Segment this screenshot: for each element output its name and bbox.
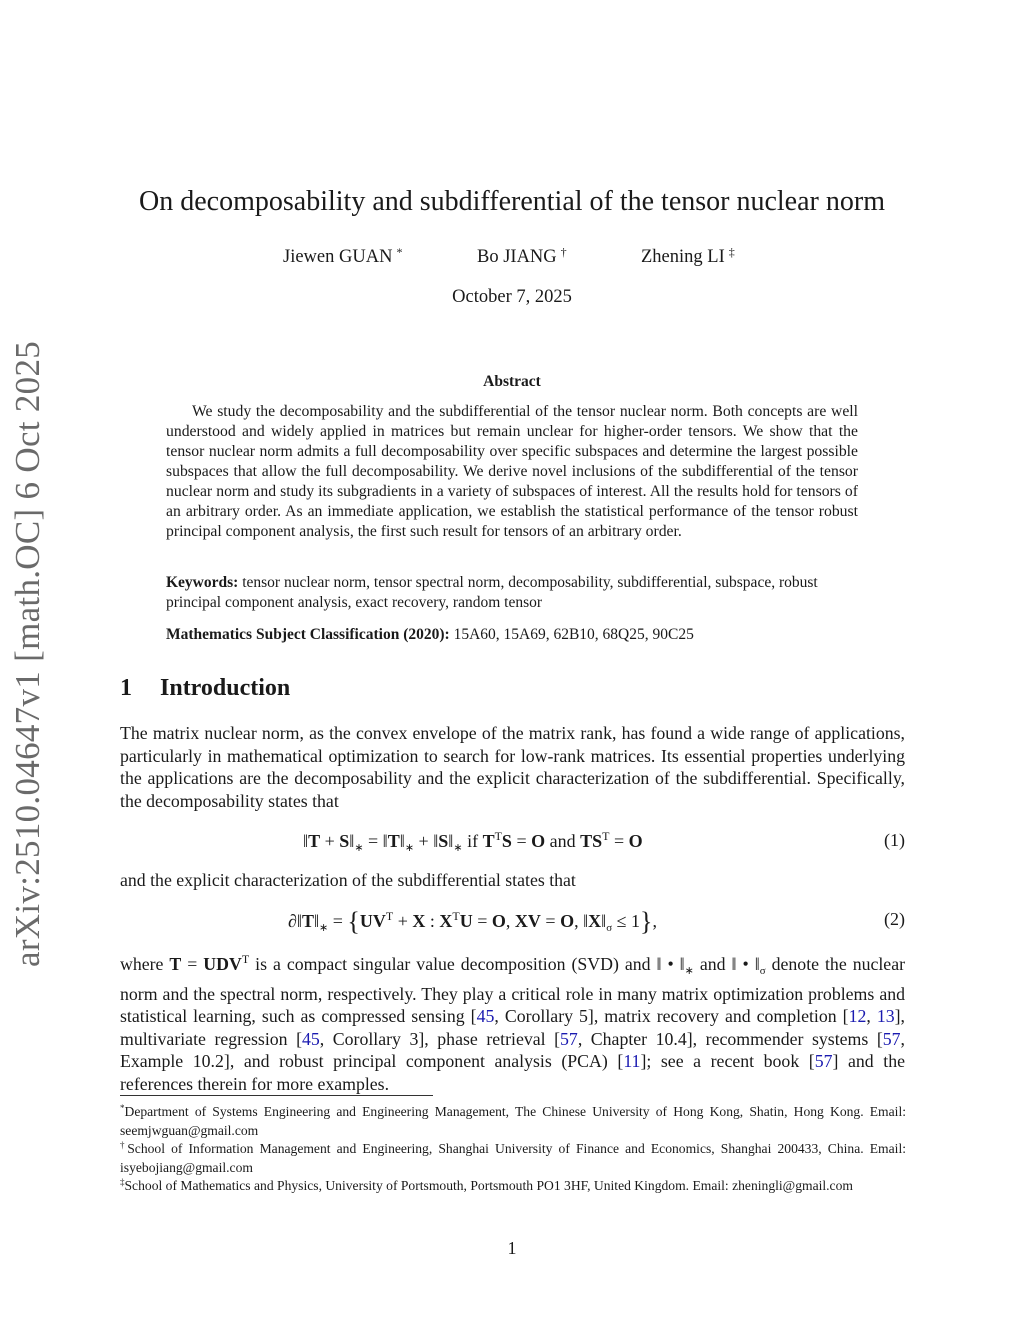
paper-date: October 7, 2025 [452,287,572,307]
abstract-text: We study the decomposability and the subdifferential of the tensor nuclear norm. Both concepts are well understood and widely applied in matrices but remain unclear for higher-order tensors. We show that the tensor nuclear norm admits a full decomposability over specific subspaces and determine the largest possible subspaces that allow the full decomposability. We derive novel inclusions of the subdifferential of the tensor nuclear norm and study its subgradients in a variety of subspaces of interest. All the results hold for tensors of an arbitrary order. As an immediate application, we establish the statistical performance of the tensor robust principal component analysis, the first such result for tensors of an arbitrary order. [166,403,858,540]
keywords [166,573,860,613]
p3-text: ] and the references therein for more examples. [120,1051,905,1094]
citation-link[interactable]: 57 [882,1028,901,1049]
equation-2-number: (2) [884,909,905,929]
arxiv-identifier: arXiv:2510.04647v1 [math.OC] 6 Oct 2025 [8,340,47,967]
citation-link[interactable]: 57 [814,1051,833,1072]
footnote-1 [120,1099,906,1140]
intro-paragraph-2: and the explicit characterization of the subdifferential states that [120,870,576,890]
author-mark: * [396,245,403,259]
keywords-label: Keywords: [166,574,239,591]
p3-text: and [699,954,726,974]
author-3 [641,245,735,268]
msc-classification [166,625,860,645]
equation-1: ‖T + $S‖_∗$ = $‖T‖_∗$ + $‖S‖_∗$ if $T^TS = O$ and $TS^T = O$ [303,829,643,854]
citation-link[interactable]: 45 [302,1028,320,1049]
author-name: Zhening LI [641,247,725,267]
citation-link[interactable]: 12 [848,1006,867,1027]
paper-title: On decomposability and subdifferential of the tensor nuclear norm [139,186,885,217]
abstract-heading: Abstract [483,373,541,390]
footnote-divider [120,1095,433,1096]
p3-text: ], multivariate regression [ [120,1006,905,1049]
footnote-2 [120,1136,906,1177]
footnote-text: Department of Systems Engineering and Engineering Management, The Chinese University of Hong Kong, Shatin, Hong Kong. Email: seemjwguan@gmail.com [120,1104,906,1138]
citation-link[interactable]: 45 [476,1006,495,1027]
intro-paragraph-3: where $T = UDV^T$ is a compact singular value decomposition (SVD) and ‖ • $‖_∗$ and ‖ • $‖_\sigma$ denote the nuclear norm and the spectral norm, respectively. They play a critical role in many matrix optimization problems and statistical learning, such as compressed sensing [45, Corollary 5], matrix recovery and completion [12, 13], multivariate regression [45, Corollary 3], phase retrieval [57, Chapter 10.4], recommender systems [57, Example 10.2], and robust principal component analysis (PCA) [11]; see a recent book [57] and the references therein for more examples. [120,952,906,1094]
footnote-mark: † [120,1140,128,1150]
footnote-mark: ‡ [120,1177,125,1187]
p3-text: , Example 10.2], and robust principal component analysis (PCA) [ [120,1028,905,1072]
p3-text: , Corollary 3], phase retrieval [ [319,1028,561,1049]
footnote-mark: * [120,1103,125,1113]
author-mark: † [560,245,567,259]
eq1-and: and [549,831,576,851]
author-mark: ‡ [728,245,735,259]
footnote-text: School of Information Management and Engineering, Shanghai University of Finance and Economics, Shanghai 200433, China. Email: isyebojiang@gmail.com [120,1141,906,1175]
msc-label: Mathematics Subject Classification (2020): [166,626,450,643]
p3-text: is a compact singular value decomposition (SVD) and [255,954,651,974]
p3-text: , Corollary 5], matrix recovery and completion [ [494,1006,849,1027]
p3-text: where [120,954,164,974]
section-number: 1 [120,675,132,701]
equation-2: $\partial‖T‖_∗ = \{UV^T + X$ : $X^TU = O$, XV = O, $‖X‖_\sigma \le 1$}, [288,907,658,936]
section-title: Introduction [160,675,291,701]
section-heading [120,675,290,702]
eq1-if: if [467,831,479,851]
p3-text: ]; see a recent book [ [640,1051,815,1072]
citation-link[interactable]: 57 [560,1028,578,1049]
author-2 [477,245,567,268]
p3-text: denote the nuclear norm and the spectral norm, respectively. They play a critical role in many matrix optimization problems and statistical learning, such as compressed sensing [ [120,954,906,1027]
keywords-text: tensor nuclear norm, tensor spectral norm, decomposability, subdifferential, subspace, robust principal component analysis, exact recovery, random tensor [166,574,818,611]
author-name: Bo JIANG [477,247,557,267]
footnote-text: School of Mathematics and Physics, University of Portsmouth, Portsmouth PO1 3HF, United Kingdom. Email: zheningli@gmail.com [124,1178,853,1193]
footnote-3 [120,1173,906,1196]
equation-1-number: (1) [884,830,905,850]
citation-link[interactable]: 11 [623,1051,641,1072]
msc-text: 15A60, 15A69, 62B10, 68Q25, 90C25 [453,626,694,643]
p3-text: , [866,1006,877,1027]
p3-text: , Chapter 10.4], recommender systems [ [577,1028,883,1049]
author-1 [283,245,402,268]
page-number: 1 [507,1238,517,1258]
intro-paragraph-1: The matrix nuclear norm, as the convex envelope of the matrix rank, has found a wide range of applications, particularly in mathematical optimization to search for low-rank matrices. Its essential properties underlying the applications are the decomposability and the explicit characterization of the subdifferential. Specifically, the decomposability states that [120,723,905,811]
citation-link[interactable]: 13 [876,1006,895,1027]
author-name: Jiewen GUAN [283,247,393,267]
